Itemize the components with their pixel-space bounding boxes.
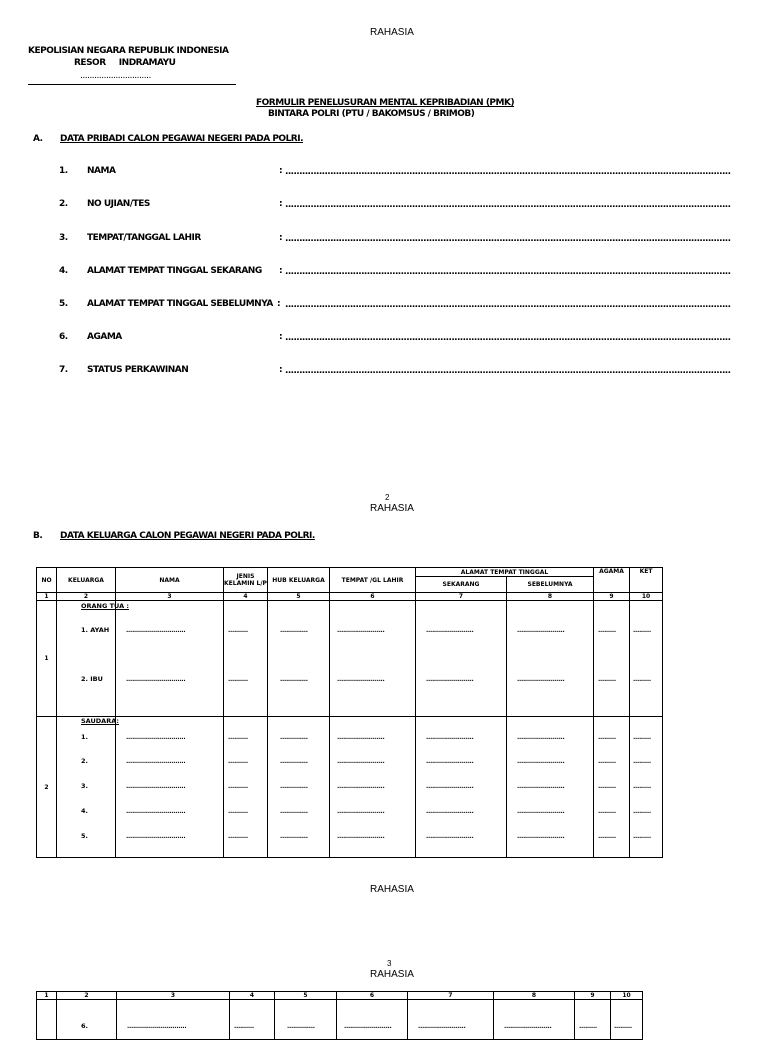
entry-dotted-line[interactable]: .............................. (127, 1023, 187, 1030)
row-2-tempat (330, 717, 416, 858)
column-number-8: 8 (494, 992, 575, 1000)
entry-dotted-line[interactable]: ........................ (517, 783, 565, 790)
org-dots: .............................. (80, 71, 151, 81)
entry-dotted-line[interactable]: ........................ (504, 1023, 552, 1030)
entry-dotted-line[interactable]: .............. (280, 783, 308, 790)
row-1-sekarang (416, 601, 507, 717)
cont-row-sekarang (408, 1000, 494, 1040)
row-2-keluarga (57, 717, 119, 858)
entry-dotted-line[interactable]: ......... (633, 758, 651, 765)
entry-dotted-line[interactable]: .............................. (126, 676, 186, 683)
header-no: NO (37, 568, 57, 593)
entry-dotted-line[interactable]: .............. (280, 734, 308, 741)
column-number-1: 1 (37, 992, 57, 1000)
column-number-5: 5 (275, 992, 337, 1000)
saudara-item-4: 4. (81, 807, 88, 815)
form-title: FORMULIR PENELUSURAN MENTAL KEPRIBADIAN (PMK) (256, 98, 515, 108)
cont-row-hub (275, 1000, 337, 1040)
header-jenis-kelamin: JENIS KELAMIN L/P (224, 568, 268, 593)
entry-dotted-line[interactable]: .............. (287, 1023, 315, 1030)
row-1-agama (594, 601, 630, 717)
row-1-sebelumnya (507, 601, 594, 717)
entry-dotted-line[interactable]: .......... (228, 783, 248, 790)
entry-dotted-line[interactable]: ......... (633, 627, 651, 634)
field-fill-line[interactable]: .............................................................................................................................................................. (285, 300, 731, 310)
saudara-item-3: 3. (81, 782, 88, 790)
entry-dotted-line[interactable]: .......... (228, 808, 248, 815)
column-number-1: 1 (37, 593, 57, 601)
row-1-nama (116, 601, 224, 717)
entry-dotted-line[interactable]: ......... (598, 783, 616, 790)
row-1-no: 1 (37, 601, 57, 717)
entry-dotted-line[interactable]: ........................ (426, 783, 474, 790)
field-colon: : (279, 266, 283, 276)
field-label: TEMPAT/TANGGAL LAHIR (87, 233, 201, 243)
column-number-row-continued (37, 992, 643, 1000)
entry-dotted-line[interactable]: ........................ (418, 1023, 466, 1030)
entry-dotted-line[interactable]: .............. (280, 833, 308, 840)
column-number-3: 3 (117, 992, 230, 1000)
entry-dotted-line[interactable]: .............................. (126, 833, 186, 840)
entry-dotted-line[interactable]: ........................ (426, 627, 474, 634)
field-label: STATUS PERKAWINAN (87, 365, 189, 375)
entry-dotted-line[interactable]: .............. (280, 627, 308, 634)
entry-dotted-line[interactable]: ......... (598, 808, 616, 815)
entry-dotted-line[interactable]: ........................ (337, 783, 385, 790)
field-number: 3. (59, 233, 68, 243)
entry-dotted-line[interactable]: ........................ (337, 808, 385, 815)
entry-dotted-line[interactable]: ......... (598, 627, 616, 634)
entry-dotted-line[interactable]: ........................ (337, 833, 385, 840)
orang-tua-label: ORANG TUA : (81, 602, 130, 610)
header-agama: AGAMA (594, 568, 630, 593)
row-2-nama (116, 717, 224, 858)
entry-dotted-line[interactable]: ........................ (517, 833, 565, 840)
row-2-hub (268, 717, 330, 858)
field-label: NAMA (87, 166, 116, 176)
row-1-hub (268, 601, 330, 717)
section-b-letter: B. (33, 531, 43, 541)
entry-dotted-line[interactable]: .............................. (126, 627, 186, 634)
field-number: 4. (59, 266, 68, 276)
entry-dotted-line[interactable]: ......... (633, 676, 651, 683)
column-number-2: 2 (57, 992, 117, 1000)
org-underline (28, 84, 236, 85)
header-alamat: ALAMAT TEMPAT TINGGAL (416, 568, 594, 577)
field-colon: : (279, 199, 283, 209)
entry-dotted-line[interactable]: ........................ (426, 734, 474, 741)
entry-dotted-line[interactable]: ........................ (517, 676, 565, 683)
field-fill-line[interactable]: .............................................................................................................................................................. (285, 200, 731, 210)
entry-dotted-line[interactable]: ......... (633, 734, 651, 741)
row-1-tempat (330, 601, 416, 717)
field-number: 7. (59, 365, 68, 375)
saudara-item-1: 1. (81, 733, 88, 741)
entry-dotted-line[interactable]: .............................. (126, 808, 186, 815)
entry-dotted-line[interactable]: .............................. (126, 758, 186, 765)
column-number-8: 8 (507, 593, 594, 601)
field-number: 5. (59, 299, 68, 309)
column-number-row (37, 593, 663, 601)
family-table-continued (36, 991, 643, 1040)
family-table (36, 567, 663, 858)
confidential-label-page2-bottom: RAHASIA (370, 884, 414, 895)
page-number-3: 3 (387, 959, 392, 968)
field-number: 6. (59, 332, 68, 342)
column-number-6: 6 (330, 593, 416, 601)
org-line-2: RESOR INDRAMAYU (74, 58, 176, 68)
confidential-label-page3: RAHASIA (370, 969, 414, 980)
org-line-1: KEPOLISIAN NEGARA REPUBLIK INDONESIA (28, 46, 229, 56)
entry-dotted-line[interactable]: ........................ (337, 676, 385, 683)
field-label: NO UJIAN/TES (87, 199, 150, 209)
field-colon: : (277, 299, 281, 309)
entry-dotted-line[interactable]: ........................ (426, 808, 474, 815)
entry-dotted-line[interactable]: ......... (598, 734, 616, 741)
column-number-4: 4 (224, 593, 268, 601)
row-2-jenis (224, 717, 268, 858)
entry-dotted-line[interactable]: .............................. (126, 734, 186, 741)
row-2-agama (594, 717, 630, 858)
column-number-6: 6 (337, 992, 408, 1000)
form-subtitle: BINTARA POLRI (PTU / BAKOMSUS / BRIMOB) (268, 109, 475, 119)
entry-dotted-line[interactable]: ........................ (426, 833, 474, 840)
section-a-title: DATA PRIBADI CALON PEGAWAI NEGERI PADA POLRI. (60, 134, 304, 144)
entry-dotted-line[interactable]: ........................ (426, 676, 474, 683)
cont-row-tempat (337, 1000, 408, 1040)
field-label: ALAMAT TEMPAT TINGGAL SEKARANG (87, 266, 262, 276)
entry-dotted-line[interactable]: .......... (228, 627, 248, 634)
entry-dotted-line[interactable]: .......... (228, 758, 248, 765)
header-sebelumnya: SEBELUMNYA (507, 577, 594, 593)
field-fill-line[interactable]: .............................................................................................................................................................. (285, 333, 731, 343)
column-number-3: 3 (116, 593, 224, 601)
field-fill-line[interactable]: .............................................................................................................................................................. (285, 167, 731, 177)
row-1-jenis (224, 601, 268, 717)
entry-dotted-line[interactable]: .......... (228, 734, 248, 741)
cont-row-nama (117, 1000, 230, 1040)
saudara-label: SAUDARA: (81, 717, 119, 725)
entry-dotted-line[interactable]: ........................ (426, 758, 474, 765)
entry-dotted-line[interactable]: ......... (598, 676, 616, 683)
entry-dotted-line[interactable]: ........................ (517, 734, 565, 741)
header-keluarga: KELUARGA (57, 568, 116, 593)
entry-dotted-line[interactable]: ......... (598, 758, 616, 765)
entry-dotted-line[interactable]: ......... (633, 783, 651, 790)
saudara-item-6: 6. (81, 1022, 88, 1030)
column-number-5: 5 (268, 593, 330, 601)
section-b-title: DATA KELUARGA CALON PEGAWAI NEGERI PADA POLRI. (60, 531, 315, 541)
entry-dotted-line[interactable]: ........................ (517, 758, 565, 765)
entry-dotted-line[interactable]: .......... (234, 1023, 254, 1030)
saudara-item-2: 2. (81, 757, 88, 765)
field-colon: : (279, 166, 283, 176)
entry-dotted-line[interactable]: ......... (633, 833, 651, 840)
entry-dotted-line[interactable]: .............. (280, 808, 308, 815)
column-number-10: 10 (630, 593, 663, 601)
column-number-2: 2 (57, 593, 116, 601)
field-fill-line[interactable]: .............................................................................................................................................................. (285, 267, 731, 277)
ayah-label: 1. AYAH (81, 626, 110, 634)
column-number-9: 9 (575, 992, 611, 1000)
header-ket: KET (630, 568, 663, 593)
row-2-no: 2 (37, 717, 57, 858)
entry-dotted-line[interactable]: ........................ (337, 627, 385, 634)
entry-dotted-line[interactable]: ......... (598, 833, 616, 840)
row-1-keluarga (57, 601, 130, 717)
row-2-ket (630, 717, 663, 858)
ibu-label: 2. IBU (81, 675, 103, 683)
field-label: ALAMAT TEMPAT TINGGAL SEBELUMNYA (87, 299, 273, 309)
entry-dotted-line[interactable]: .............. (280, 676, 308, 683)
header-nama: NAMA (116, 568, 224, 593)
cont-row-keluarga (57, 1000, 117, 1040)
field-colon: : (279, 365, 283, 375)
row-2-sekarang (416, 717, 507, 858)
header-sekarang: SEKARANG (416, 577, 507, 593)
field-fill-line[interactable]: .............................................................................................................................................................. (285, 234, 731, 244)
entry-dotted-line[interactable]: .......... (228, 833, 248, 840)
entry-dotted-line[interactable]: ......... (579, 1023, 597, 1030)
cont-row-jenis (230, 1000, 275, 1040)
section-a-letter: A. (33, 134, 43, 144)
entry-dotted-line[interactable]: ......... (633, 808, 651, 815)
cont-row-no (37, 1000, 57, 1040)
field-number: 2. (59, 199, 68, 209)
entry-dotted-line[interactable]: .............................. (126, 783, 186, 790)
page-number-2: 2 (385, 493, 390, 502)
entry-dotted-line[interactable]: ........................ (337, 758, 385, 765)
column-number-10: 10 (611, 992, 643, 1000)
column-number-7: 7 (416, 593, 507, 601)
cont-row-sebelumnya (494, 1000, 575, 1040)
column-number-9: 9 (594, 593, 630, 601)
confidential-label-page2: RAHASIA (370, 503, 414, 514)
field-label: AGAMA (87, 332, 122, 342)
cont-row-agama (575, 1000, 611, 1040)
field-colon: : (279, 332, 283, 342)
field-fill-line[interactable]: .............................................................................................................................................................. (285, 366, 731, 376)
row-2-sebelumnya (507, 717, 594, 858)
entry-dotted-line[interactable]: .............. (280, 758, 308, 765)
entry-dotted-line[interactable]: .......... (228, 676, 248, 683)
entry-dotted-line[interactable]: ......... (614, 1023, 632, 1030)
row-1-ket (630, 601, 663, 717)
field-colon: : (279, 233, 283, 243)
saudara-item-5: 5. (81, 832, 88, 840)
column-number-7: 7 (408, 992, 494, 1000)
header-tempat-lahir: TEMPAT /GL LAHIR (330, 568, 416, 593)
column-number-4: 4 (230, 992, 275, 1000)
field-number: 1. (59, 166, 68, 176)
entry-dotted-line[interactable]: ........................ (517, 627, 565, 634)
header-hub-keluarga: HUB KELUARGA (268, 568, 330, 593)
confidential-label-top: RAHASIA (370, 27, 414, 38)
entry-dotted-line[interactable]: ........................ (517, 808, 565, 815)
entry-dotted-line[interactable]: ........................ (344, 1023, 392, 1030)
cont-row-ket (611, 1000, 643, 1040)
entry-dotted-line[interactable]: ........................ (337, 734, 385, 741)
